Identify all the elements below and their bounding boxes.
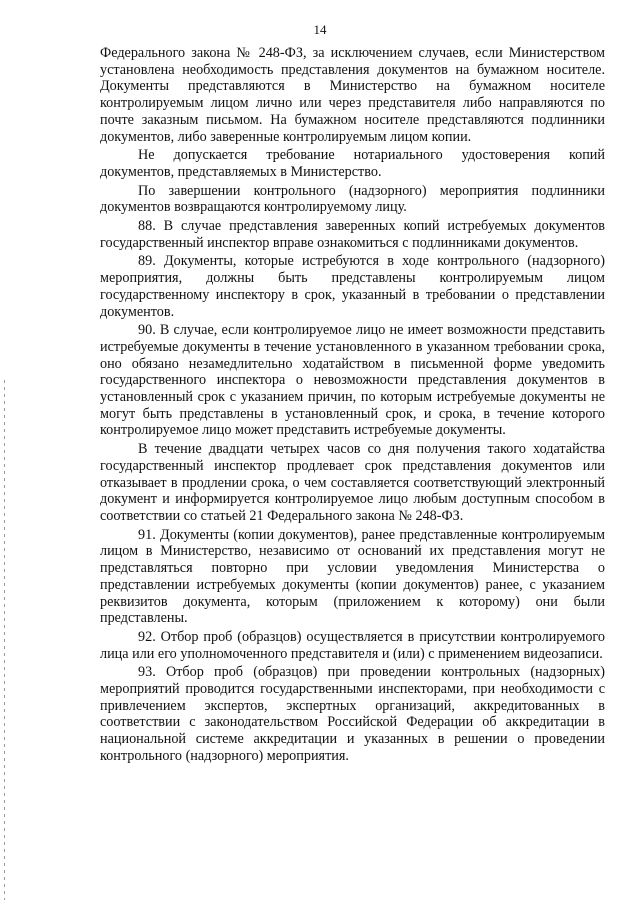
- paragraph-90: 90. В случае, если контролируемое лицо не имеет возможности представить истребуемые документы в течение установленного в указанном требовании срока, оно обязано незамедлительно ходатайством в письменной форме уведомить государственного инспектора о невозможности представления документов в установленный срок с указанием причин, по которым истребуемые документы не могут быть представлены в установленный срок, и срока, в течение которого контролируемое лицо может представить истребуемые документы.: [100, 322, 605, 439]
- paragraph-24-hours: В течение двадцати четырех часов со дня получения такого ходатайства государственный инспектор продлевает срок представления документов или отказывает в продлении срока, о чем составляется соответствующий электронный документ и информируется контролируемое лицо любым доступным способом в соответствии со статьей 21 Федерального закона № 248-ФЗ.: [100, 441, 605, 524]
- paragraph-91: 91. Документы (копии документов), ранее представленные контролируемым лицом в Министерство, независимо от оснований их представления могут не представляться повторно при условии уведомления Министерства о представлении истребуемых документы (копии документов) ранее, с указанием реквизитов документа, которым (приложением к которому) они были представлены.: [100, 526, 605, 627]
- document-body: [100, 45, 605, 765]
- paragraph-88: 88. В случае представления заверенных копий истребуемых документов государственный инспектор вправе ознакомиться с подлинниками документов.: [100, 218, 605, 251]
- paragraph-law-248-continuation: Федерального закона № 248-ФЗ, за исключением случаев, если Министерством установлена необходимость представления документов на бумажном носителе. Документы представляются в Министерство на бумажном носителе контролируемым лицом лично или через представителя либо направляются по почте заказным письмом. На бумажном носителе представляются подлинники документов, либо заверенные контролируемым лицом копии.: [100, 45, 605, 145]
- paragraph-92: 92. Отбор проб (образцов) осуществляется в присутствии контролируемого лица или его уполномоченного представителя и (или) с применением видеозаписи.: [100, 628, 605, 662]
- paragraph-93: 93. Отбор проб (образцов) при проведении контрольных (надзорных) мероприятий проводится государственными инспекторами, при необходимости с привлечением экспертов, экспертных организаций, аккредитованных в соответствии с законодательством Российской Федерации об аккредитации в национальной системе аккредитации и указанных в решении о проведении контрольного (надзорного) мероприятия.: [100, 664, 605, 764]
- page-number: 14: [313, 22, 327, 37]
- paragraph-notary-copies: Не допускается требование нотариального удостоверения копий документов, представляемых в Министерство.: [100, 147, 605, 180]
- paragraph-originals-returned: По завершении контрольного (надзорного) мероприятия подлинники документов возвращаются контролируемому лицу.: [100, 182, 605, 216]
- paragraph-89: 89. Документы, которые истребуются в ходе контрольного (надзорного) мероприятия, должны быть представлены контролируемым лицом государственному инспектору в срок, указанный в требовании о представлении документов.: [100, 253, 605, 320]
- scan-edge-mark: [4, 380, 5, 900]
